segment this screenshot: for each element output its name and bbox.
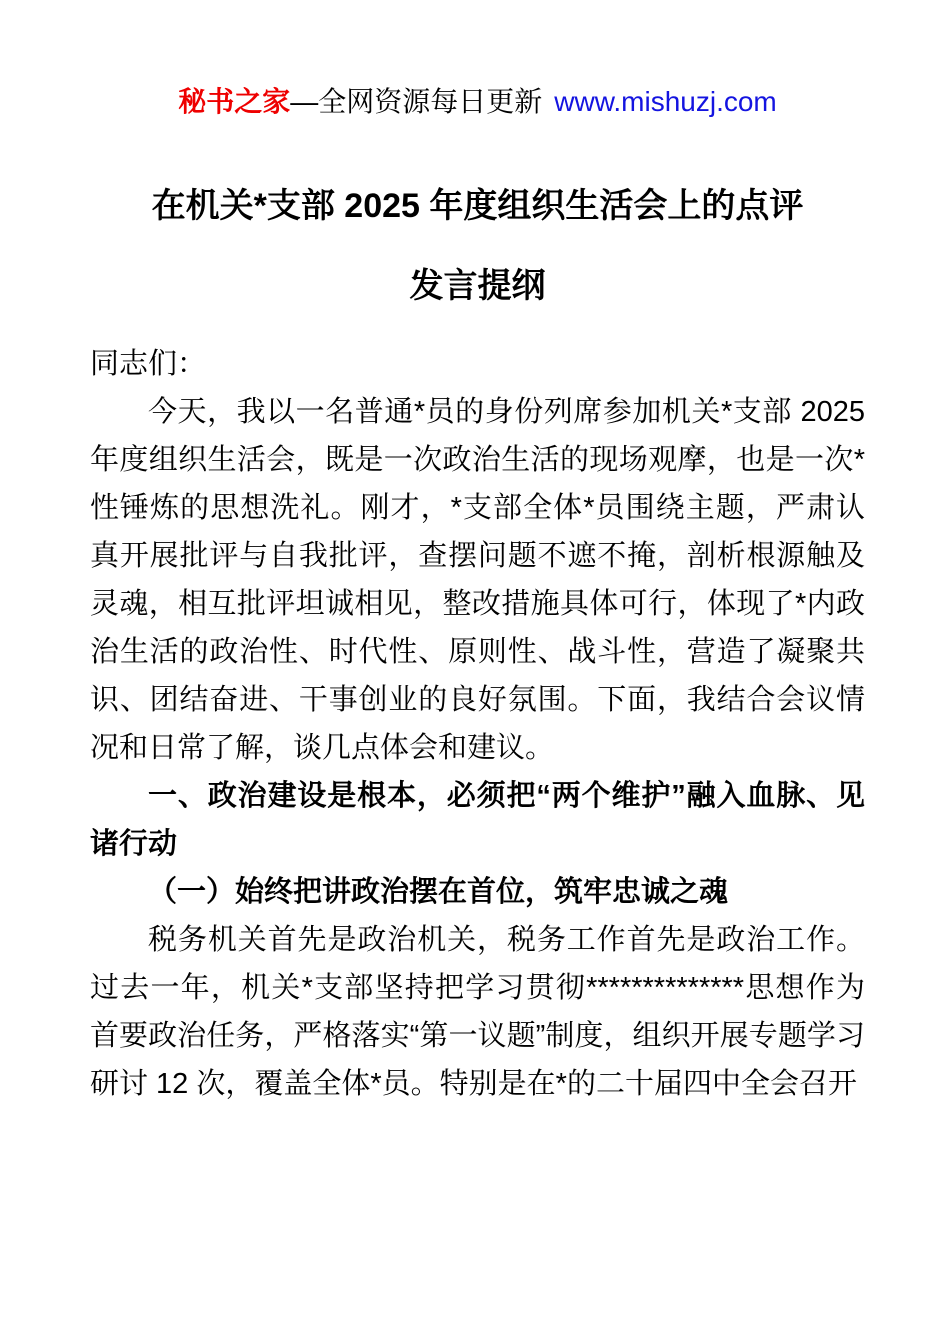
document-title	[90, 166, 865, 326]
body-paragraph: 税务机关首先是政治机关，税务工作首先是政治工作。过去一年，机关*支部坚持把学习贯彻**************思想作为首要政治任务，严格落实“第一议题”制度，组织开展专题学习研讨 12 次，覆盖全体*员。特别是在*的二十届四中全会召开	[90, 924, 865, 1100]
document-title-line-2: 发言提纲	[409, 267, 546, 305]
site-name: 秘书之家	[178, 86, 291, 117]
salutation: 同志们：	[90, 348, 207, 380]
body-paragraph: 今天，我以一名普通*员的身份列席参加机关*支部 2025 年度组织生活会，既是一次政治生活的现场观摩，也是一次*性锤炼的思想洗礼。刚才，*支部全体*员围绕主题，严肃认真开展批评与自我批评，查摆问题不遮不掩，剖析根源触及灵魂，相互批评坦诚相见，整改措施具体可行，体现了*内政治生活的政治性、时代性、原则性、战斗性，营造了凝聚共识、团结奋进、干事创业的良好氛围。下面，我结合会议情况和日常了解，谈几点体会和建议。	[90, 396, 865, 764]
document-title-line-1: 在机关*支部 2025 年度组织生活会上的点评	[151, 187, 804, 225]
header-tagline: 全网资源每日更新	[318, 86, 543, 117]
document-body	[90, 340, 865, 1108]
section-heading: 一、政治建设是根本，必须把“两个维护”融入血脉、见诸行动	[90, 780, 865, 860]
site-url-link[interactable]: www.mishuzj.com	[554, 86, 777, 117]
subsection-heading: （一）始终把讲政治摆在首位，筑牢忠诚之魂	[148, 876, 729, 908]
site-header	[90, 0, 865, 122]
header-separator: —	[290, 86, 319, 117]
